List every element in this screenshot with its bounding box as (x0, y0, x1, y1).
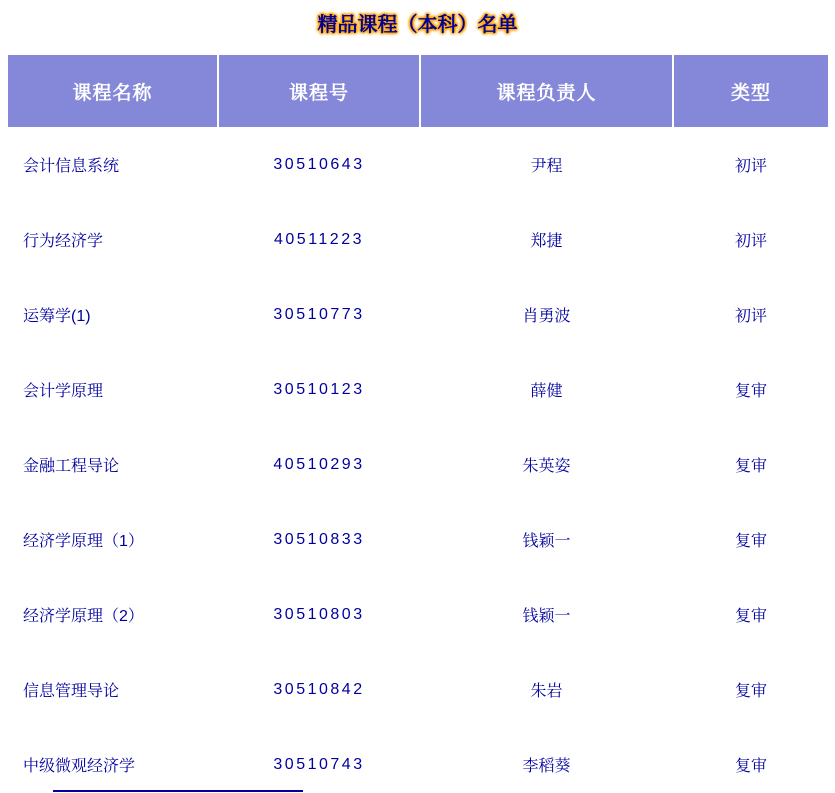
type-cell: 初评 (674, 127, 828, 202)
course-name-cell: 行为经济学 (8, 202, 217, 277)
course-name-cell: 信息管理导论 (8, 652, 217, 727)
course-name-cell: 会计学原理 (8, 352, 217, 427)
course-leader-cell: 尹程 (421, 127, 672, 202)
table-row (8, 202, 828, 277)
table-row (8, 427, 828, 502)
table-row (8, 352, 828, 427)
type-cell: 初评 (674, 202, 828, 277)
type-cell: 复审 (674, 577, 828, 652)
course-name-cell: 经济学原理（2） (8, 577, 217, 652)
header-course-number: 课程号 (219, 55, 419, 127)
course-name-cell: 金融工程导论 (8, 427, 217, 502)
course-leader-cell: 朱英姿 (421, 427, 672, 502)
bottom-partial-line (53, 790, 303, 792)
course-number-cell: 30510803 (219, 577, 419, 652)
course-name-cell: 会计信息系统 (8, 127, 217, 202)
course-name-cell: 中级微观经济学 (8, 727, 217, 793)
header-type: 类型 (674, 55, 828, 127)
course-table (8, 55, 828, 793)
type-cell: 复审 (674, 727, 828, 793)
type-cell: 复审 (674, 652, 828, 727)
course-number-cell: 30510842 (219, 652, 419, 727)
table-row (8, 652, 828, 727)
table-row (8, 277, 828, 352)
course-number-cell: 30510643 (219, 127, 419, 202)
course-name-cell: 经济学原理（1） (8, 502, 217, 577)
course-number-cell: 40510293 (219, 427, 419, 502)
course-leader-cell: 李稻葵 (421, 727, 672, 793)
table-row (8, 502, 828, 577)
page-title: 精品课程（本科）名单 (317, 14, 518, 36)
type-cell: 复审 (674, 502, 828, 577)
course-leader-cell: 薛健 (421, 352, 672, 427)
course-number-cell: 40511223 (219, 202, 419, 277)
course-leader-cell: 钱颖一 (421, 502, 672, 577)
course-number-cell: 30510773 (219, 277, 419, 352)
table-row (8, 127, 828, 202)
table-header-row (8, 55, 828, 127)
course-number-cell: 30510833 (219, 502, 419, 577)
header-course-leader: 课程负责人 (421, 55, 672, 127)
course-leader-cell: 郑捷 (421, 202, 672, 277)
table-row (8, 577, 828, 652)
type-cell: 复审 (674, 427, 828, 502)
header-course-name: 课程名称 (8, 55, 217, 127)
table-row (8, 727, 828, 793)
course-number-cell: 30510123 (219, 352, 419, 427)
type-cell: 复审 (674, 352, 828, 427)
course-name-cell: 运筹学(1) (8, 277, 217, 352)
course-number-cell: 30510743 (219, 727, 419, 793)
table-body (8, 127, 828, 793)
course-leader-cell: 朱岩 (421, 652, 672, 727)
type-cell: 初评 (674, 277, 828, 352)
course-leader-cell: 钱颖一 (421, 577, 672, 652)
course-leader-cell: 肖勇波 (421, 277, 672, 352)
